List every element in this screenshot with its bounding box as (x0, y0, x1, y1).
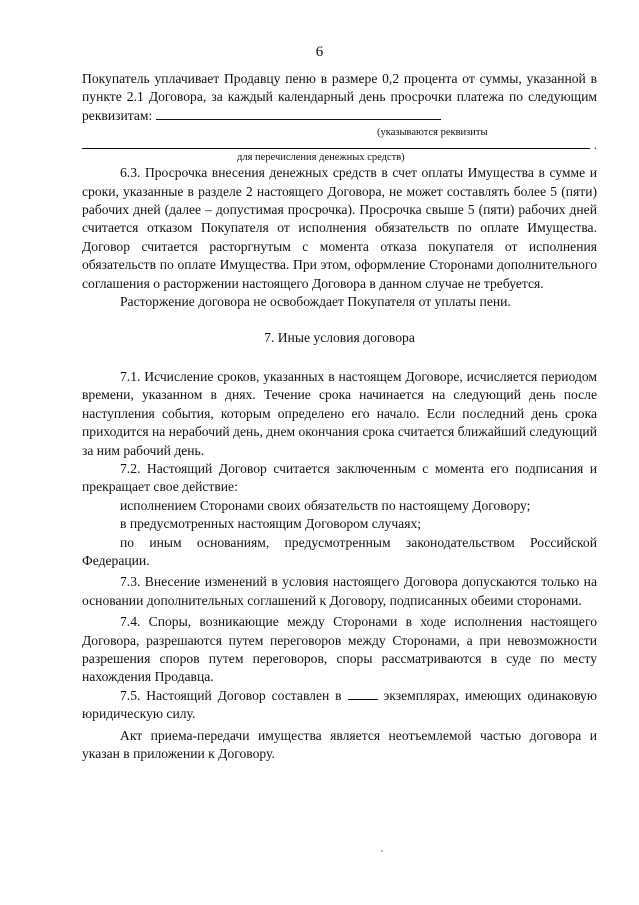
line-end-dot: . (594, 138, 597, 153)
section-7-heading: 7. Иные условия договора (264, 330, 415, 346)
page-number: 6 (315, 44, 324, 60)
clause-7-5-start: 7.5. Настоящий Договор составлен в (120, 687, 342, 703)
penalty-text: Покупатель уплачивает Продавцу пеню в размере 0,2 процента от суммы, указанной в пункте 2.1 Договора, за каждый календарный день просрочки платежа по следующим реквизитам: (82, 71, 597, 123)
copies-blank (348, 688, 378, 700)
act-note: Акт приема-передачи имущества является неотъемлемой частью договора и указан в приложении к Договору. (82, 727, 597, 761)
clause-7-2-item: исполнением Сторонами своих обязательств по настоящему Договору; (120, 497, 531, 513)
clause-7-1: 7.1. Исчисление сроков, указанных в настоящем Договоре, исчисляется периодом времени, указанном в днях. Течение срока начинается на следующий день после наступления события, которым определено его начало. Если последний день срока приходится на нерабочий день, днем окончания срока считается ближайший следующий за ним рабочий день. (82, 368, 597, 458)
penalty-paragraph (82, 70, 597, 125)
requisites-caption-2: для перечисления денежных средств) (237, 152, 405, 164)
requisites-caption-1: (указываются реквизиты (377, 127, 488, 139)
termination-note: Расторжение договора не освобождает Покупателя от уплаты пени. (120, 294, 511, 310)
clause-7-3: 7.3. Внесение изменений в условия настоящего Договора допускаются только на основании дополнительных соглашений к Договору, подписанных обеими сторонами. (82, 574, 597, 608)
scan-artifact (381, 850, 383, 852)
clause-6-3: 6.3. Просрочка внесения денежных средств в счет оплаты Имущества в сумме и сроки, указанные в разделе 2 настоящего Договора, не может составлять более 5 (пяти) рабочих дней (далее – допустимая просрочка). Просрочка свыше 5 (пяти) рабочих дней считается отказом Покупателя от исполнения обязательств по оплате Имущества. Договор считается расторгнутым с момента отказа покупателя от исполнения обязательств по оплате Имущества. При этом, оформление Сторонами дополнительного соглашения о расторжении настоящего Договора в данном случае не требуется. (82, 165, 597, 291)
document-body (82, 70, 597, 763)
clause-7-2-item: в предусмотренных настоящим Договором случаях; (120, 516, 422, 532)
clause-7-5 (82, 687, 597, 724)
clause-7-2-item: по иным основаниям, предусмотренным законодательством Российской Федерации. (82, 534, 597, 568)
clause-7-4: 7.4. Споры, возникающие между Сторонами в ходе исполнения настоящего Договора, разрешаются путем переговоров между Сторонами, а при невозможности разрешения споров путем переговоров, споры рассматриваются в суде по месту нахождения Продавца. (82, 614, 597, 685)
requisites-full-blank (82, 138, 597, 153)
clause-7-2: 7.2. Настоящий Договор считается заключенным с момента его подписания и прекращает свое действие: (82, 460, 597, 495)
clause-7-5-end: экземплярах, имеющих одинаковую юридическую силу. (82, 687, 598, 722)
requisites-blank (156, 107, 441, 120)
